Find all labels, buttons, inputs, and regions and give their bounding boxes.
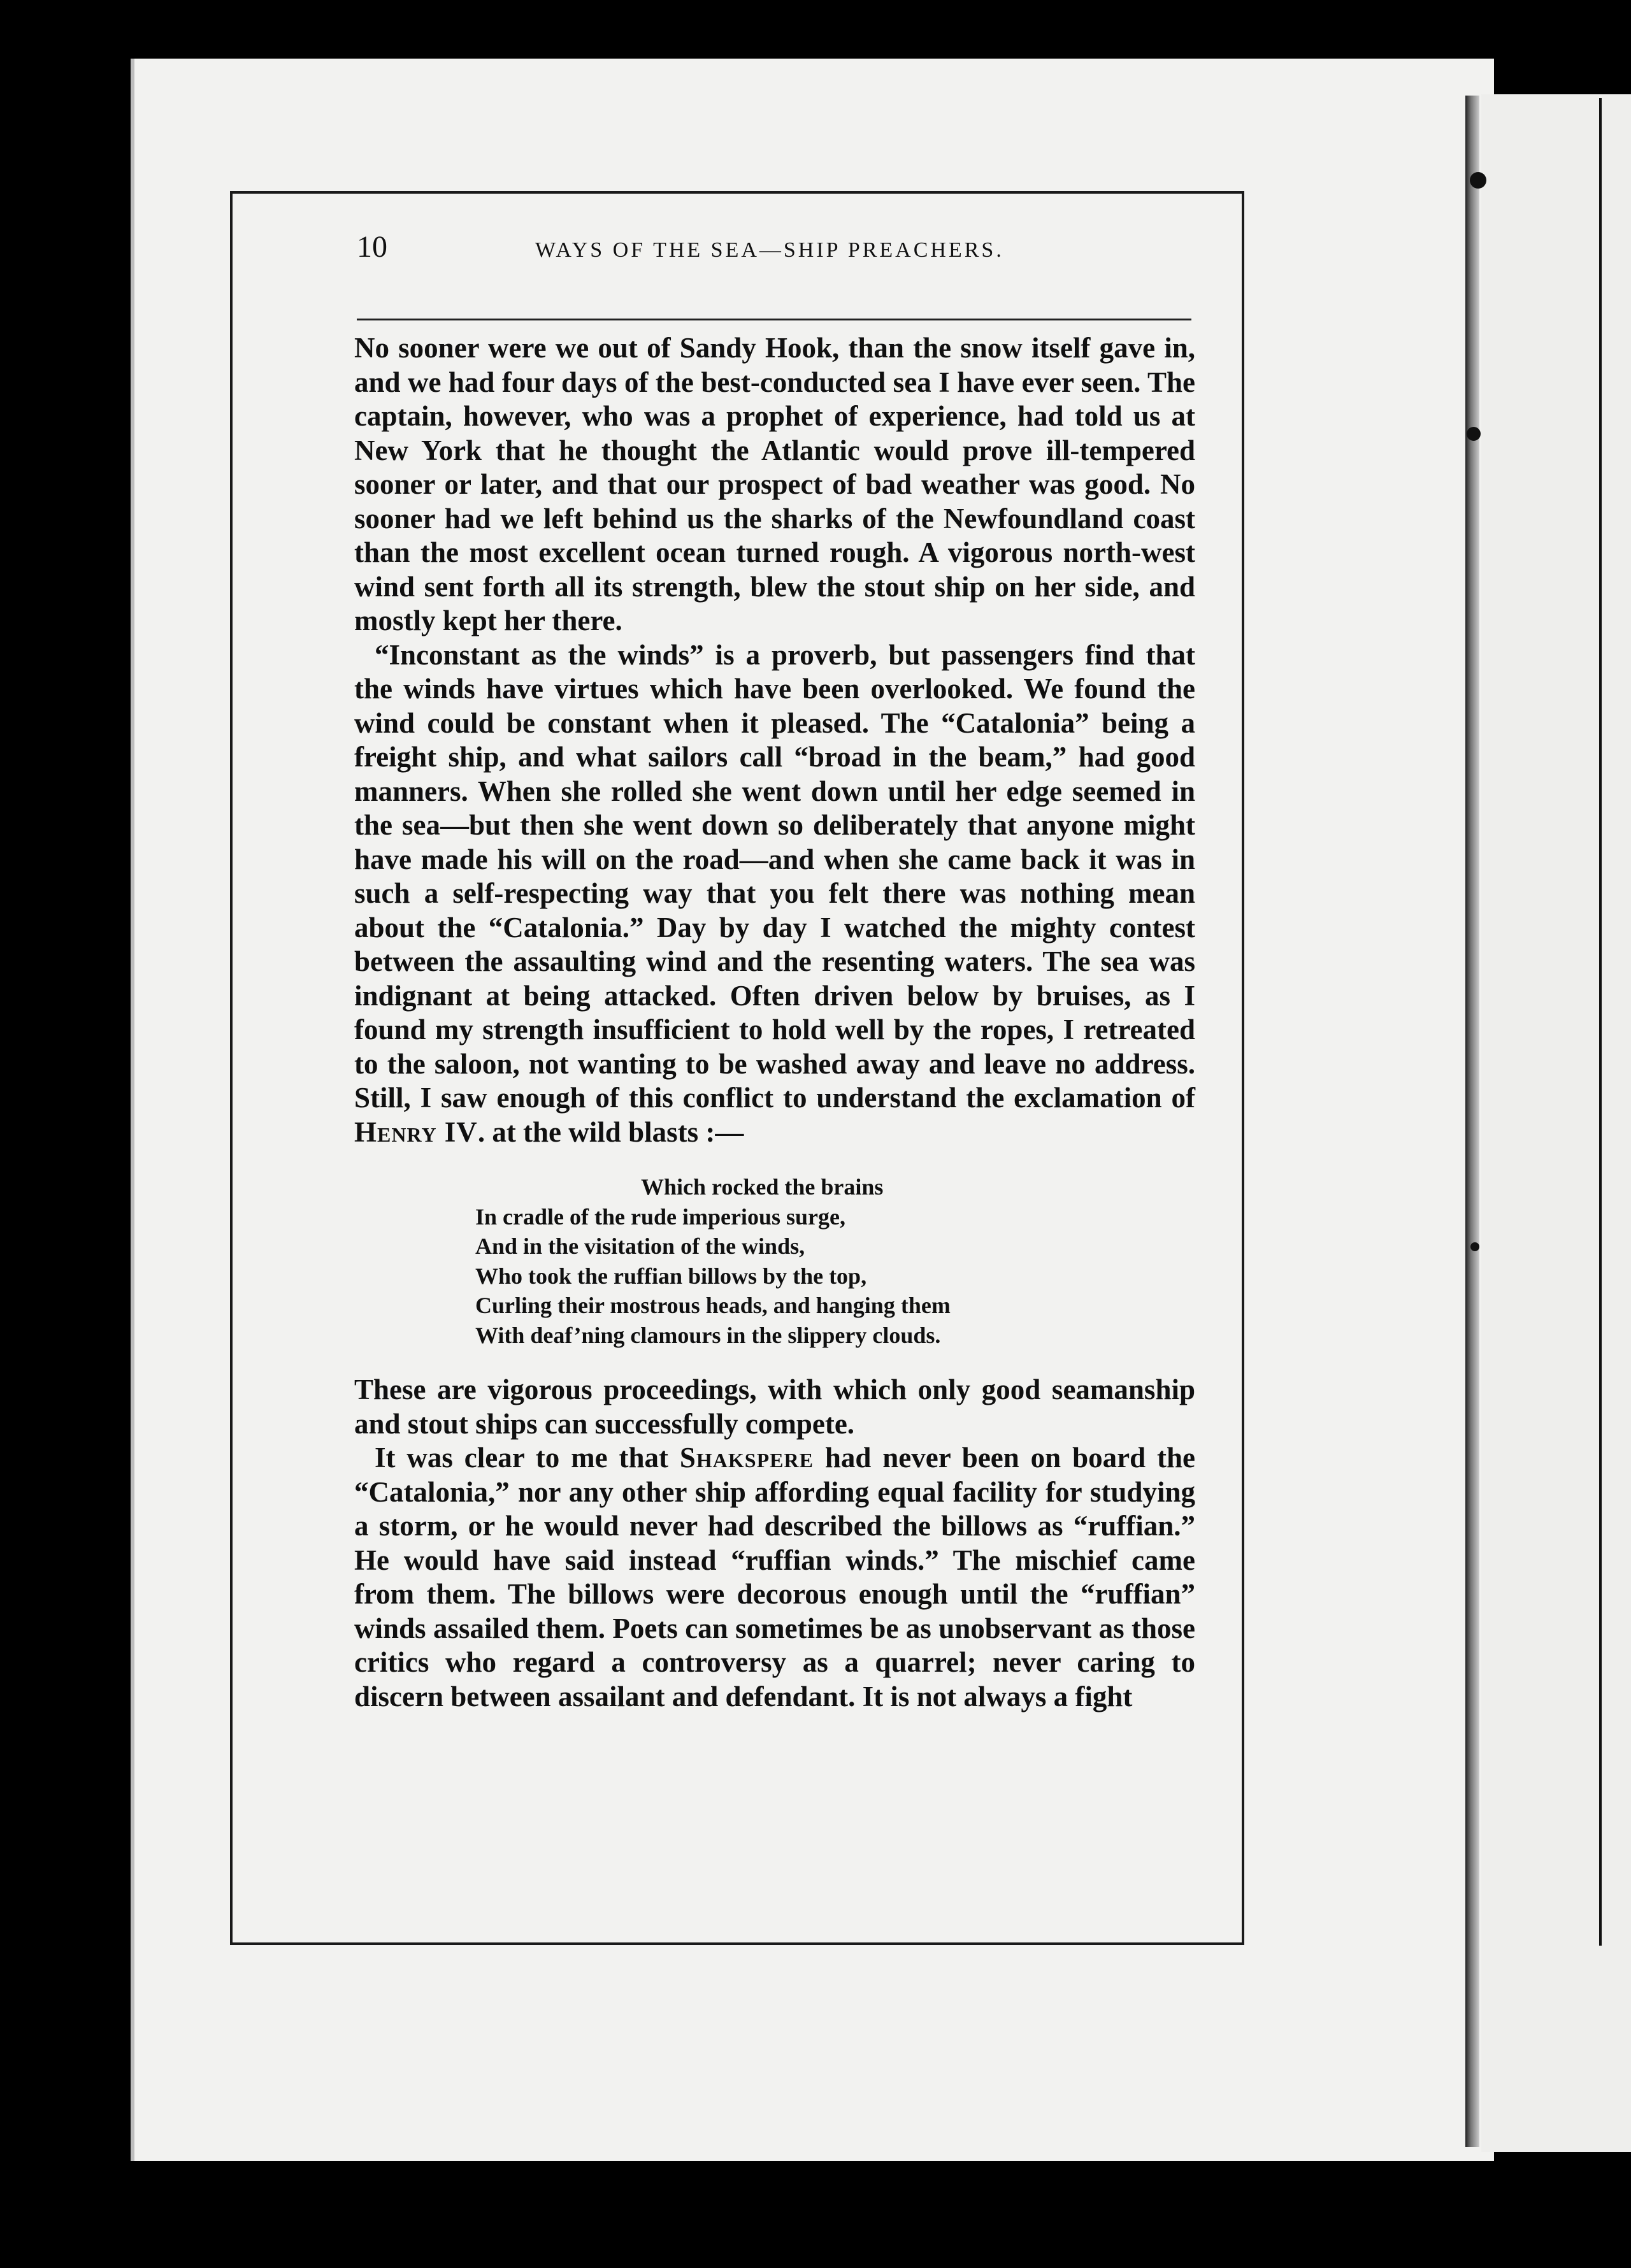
verse-line: With deaf’ning clamours in the slippery clouds. xyxy=(475,1322,941,1348)
paragraph-text: had never been on board the “Catalonia,” nor any other ship affording equal facility for studying a storm, or he would never had described the billows as “ruffian.” He would have said instead “ruffian winds.” The mischief came from them. The billows were decorous enough until the “ruffian” winds assailed them. Poets can sometimes be as unobservant as those critics who regard a controversy as a quarrel; never caring to discern between assailant and defendant. It is not always a fight xyxy=(354,1442,1195,1712)
header-rule xyxy=(357,319,1191,320)
verse-quotation xyxy=(354,1172,1195,1350)
paragraph: These are vigorous proceedings, with which only good seamanship and stout ships can successfully compete. xyxy=(354,1374,1195,1440)
main-text xyxy=(354,331,1195,1714)
facing-page-edge xyxy=(1481,94,1631,2152)
person-name: Shakspere xyxy=(679,1442,814,1474)
binding-mark xyxy=(1467,427,1481,441)
paragraph xyxy=(354,638,1195,1150)
verse-line: Which rocked the brains xyxy=(641,1174,884,1200)
verse-line: In cradle of the rude imperious surge, xyxy=(475,1203,845,1230)
page-gutter xyxy=(1465,96,1479,2147)
page-header xyxy=(357,229,1198,268)
paragraph-text: . at the wild blasts :— xyxy=(477,1116,744,1148)
verse-line: Who took the ruffian billows by the top, xyxy=(475,1263,867,1289)
verse-line: Curling their mostrous heads, and hanging them xyxy=(475,1293,951,1318)
person-name: Henry IV xyxy=(354,1116,478,1148)
binding-mark xyxy=(1470,1242,1479,1251)
running-title: WAYS OF THE SEA—SHIP PREACHERS. xyxy=(535,238,1004,262)
page-number: 10 xyxy=(357,230,387,264)
paragraph xyxy=(354,1441,1195,1714)
binding-mark xyxy=(1470,172,1486,189)
verse-line: And in the visitation of the winds, xyxy=(475,1233,805,1259)
paragraph-text: “Inconstant as the winds” is a proverb, but passengers find that the winds have virtues which have been overlooked. We found the wind could be constant when it pleased. The “Catalonia” being a freight ship, and what sailors call “broad in the beam,” had good manners. When she rolled she went down until her edge seemed in the sea—but then she went down so deliberately that anyone might have made his will on the road—and when she came back it was in such a self-respecting way that you felt there was nothing mean about the “Catalonia.” Day by day I watched the mighty contest between the assaulting wind and the resenting waters. The sea was indignant at being attacked. Often driven below by bruises, as I found my strength insufficient to hold well by the ropes, I retreated to the saloon, not wanting to be washed away and leave no address. Still, I saw enough of this conflict to understand the exclamation of xyxy=(354,638,1195,1114)
paragraph-text: It was clear to me that xyxy=(375,1442,680,1474)
facing-page-frame-line xyxy=(1599,98,1602,1946)
paragraph: No sooner were we out of Sandy Hook, than the snow itself gave in, and we had four days of the best-conducted sea I have ever seen. The captain, however, who was a prophet of experience, had told us at New York that he thought the Atlantic would prove ill-tempered sooner or later, and that our prospect of bad weather was good. No sooner had we left behind us the sharks of the Newfoundland coast than the most excellent ocean turned rough. A vigorous north-west wind sent forth all its strength, blew the stout ship on her side, and mostly kept her there. xyxy=(354,332,1195,636)
